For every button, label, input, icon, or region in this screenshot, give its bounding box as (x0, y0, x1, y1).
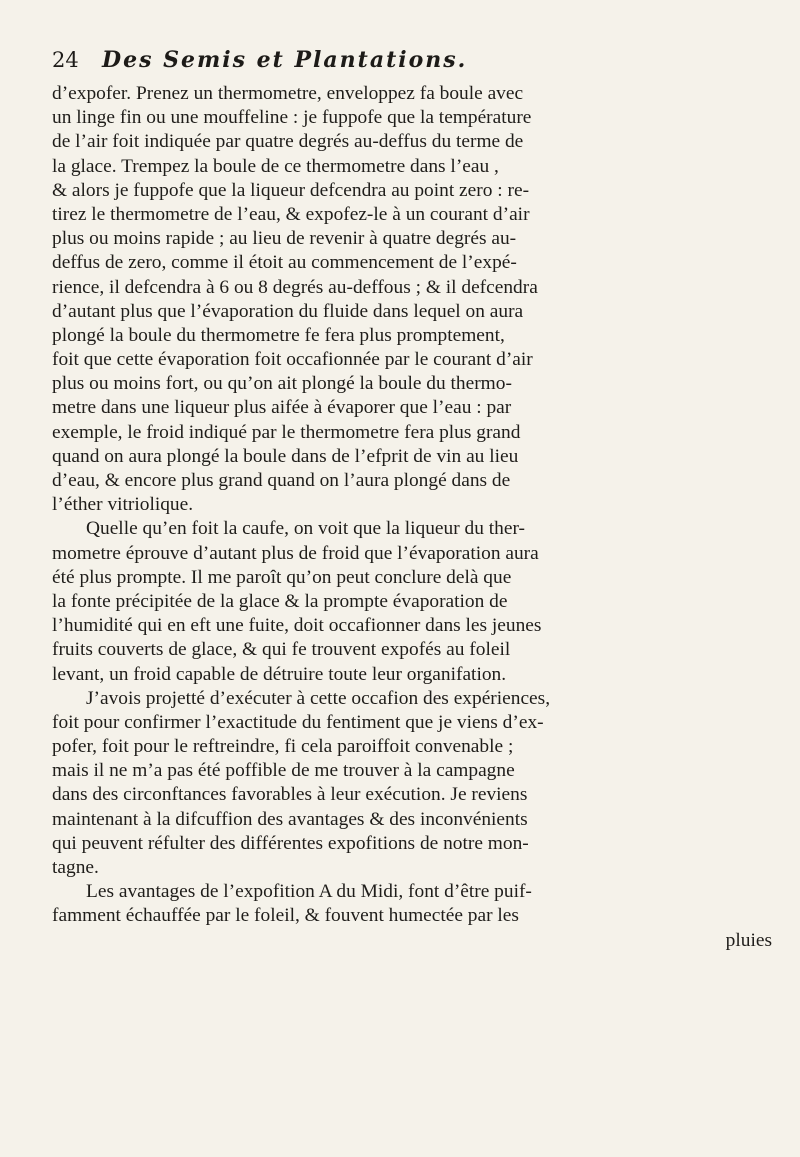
text-line: dans des circonftances favorables à leur exécution. Je reviens (52, 784, 528, 806)
text-line: l’humidité qui en eft une fuite, doit occafionner dans les jeunes (52, 615, 542, 637)
text-line: de l’air foit indiquée par quatre degrés au-deffus du terme de (52, 131, 524, 153)
text-line: quand on aura plongé la boule dans de l’efprit de vin au lieu (52, 445, 519, 467)
text-line: deffus de zero, comme il étoit au commencement de l’expé- (52, 252, 517, 274)
text-line: mometre éprouve d’autant plus de froid que l’évaporation aura (52, 542, 539, 564)
text-line: d’expofer. Prenez un thermometre, enveloppez fa boule avec (52, 83, 524, 104)
text-line: foit pour confirmer l’exactitude du fentiment que je viens d’ex- (52, 711, 544, 733)
body-text (52, 82, 772, 953)
text-line: mais il ne m’a pas été poffible de me trouver à la campagne (52, 760, 515, 782)
text-line: plongé la boule du thermometre fe fera plus promptement, (52, 324, 505, 346)
text-line: metre dans une liqueur plus aifée à évaporer que l’eau : par (52, 397, 512, 419)
text-line: J’avois projetté d’exécuter à cette occafion des expériences, (86, 687, 551, 709)
page-number: 24 (52, 48, 79, 72)
text-line: d’autant plus que l’évaporation du fluide dans lequel on aura (52, 300, 524, 322)
text-line: maintenant à la difcuffion des avantages & des inconvénients (52, 808, 528, 830)
text-line: & alors je fuppofe que la liqueur defcendra au point zero : re- (52, 179, 530, 201)
page-header (52, 40, 772, 80)
text-line: été plus prompte. Il me paroît qu’on peut conclure delà que (52, 566, 512, 588)
catchword: pluies (725, 929, 772, 951)
text-line: la glace. Trempez la boule de ce thermometre dans l’eau , (52, 155, 499, 177)
text-line: l’éther vitriolique. (52, 494, 194, 516)
text-line: plus ou moins rapide ; au lieu de revenir à quatre degrés au- (52, 228, 517, 250)
running-title: Des Semis et Plantations. (102, 47, 468, 73)
text-line: d’eau, & encore plus grand quand on l’aura plongé dans de (52, 470, 511, 491)
text-line: foit que cette évaporation foit occafionnée par le courant d’air (52, 349, 533, 371)
text-line: plus ou moins fort, ou qu’on ait plongé la boule du thermo- (52, 373, 512, 395)
text-line: qui peuvent réfulter des différentes expofitions de notre mon- (52, 832, 529, 854)
text-line: rience, il defcendra à 6 ou 8 degrés au-deffous ; & il defcendra (52, 276, 538, 298)
text-line: Les avantages de l’expofition A du Midi, font d’être puif- (86, 881, 532, 903)
text-line: un linge fin ou une mouffeline : je fuppofe que la température (52, 107, 532, 129)
text-line: pofer, foit pour le reftreindre, fi cela paroiffoit convenable ; (52, 736, 514, 758)
text-line: levant, un froid capable de détruire toute leur organifation. (52, 663, 507, 685)
text-line: tagne. (52, 857, 99, 878)
text-line: la fonte précipitée de la glace & la prompte évaporation de (52, 590, 508, 612)
text-line: fruits couverts de glace, & qui fe trouvent expofés au foleil (52, 639, 511, 661)
text-line: Quelle qu’en foit la caufe, on voit que la liqueur du ther- (86, 518, 525, 540)
text-line: exemple, le froid indiqué par le thermometre fera plus grand (52, 421, 521, 443)
text-line: tirez le thermometre de l’eau, & expofez-le à un courant d’air (52, 203, 530, 225)
text-line: famment échauffée par le foleil, & fouvent humectée par les (52, 905, 519, 927)
